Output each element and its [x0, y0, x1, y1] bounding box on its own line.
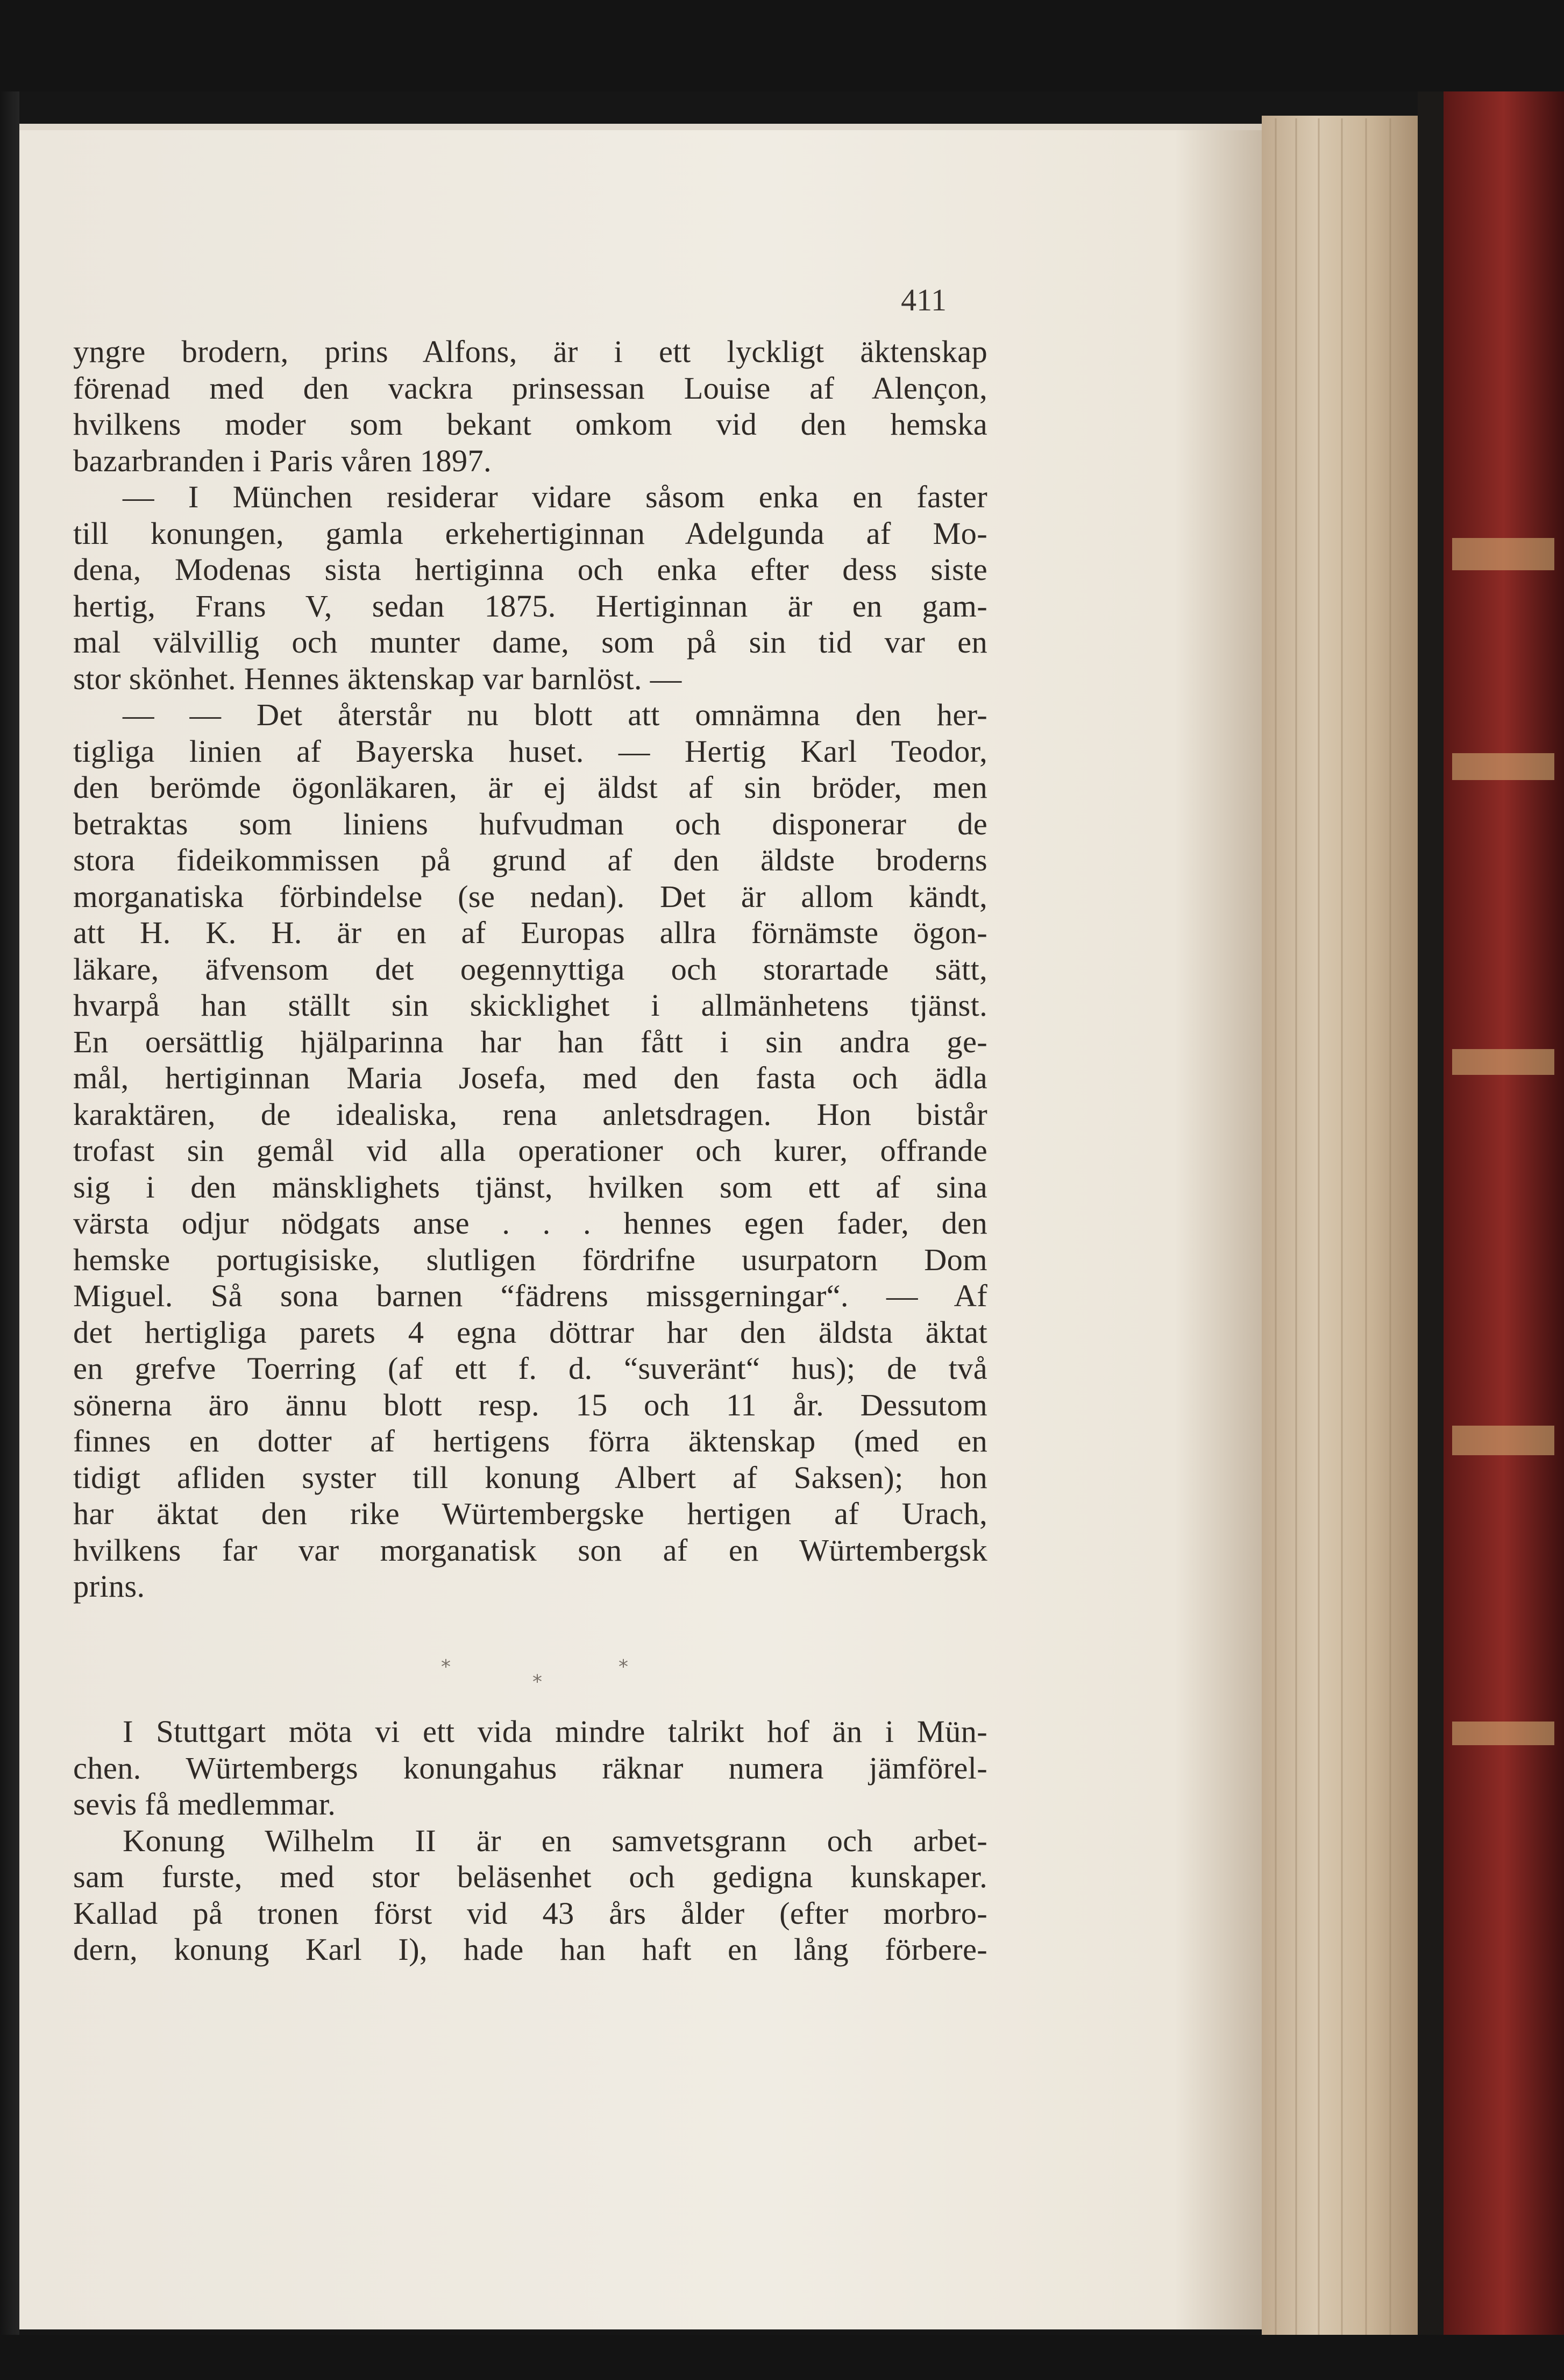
separator-asterisk-3: *	[619, 1656, 628, 1678]
text-line: tidigt afliden syster till konung Albert af Saksen); hon	[73, 1460, 987, 1495]
text-line: hvarpå han ställt sin skicklighet i allmänhetens tjänst.	[73, 988, 987, 1023]
text-line: hertig, Frans V, sedan 1875. Hertiginnan är en gam-	[73, 588, 987, 624]
body-text	[73, 334, 987, 1968]
text-line: det hertigliga parets 4 egna döttrar har den äldsta äktat	[73, 1314, 987, 1350]
text-line: sig i den mänsklighets tjänst, hvilken som ett af sina	[73, 1169, 987, 1205]
text-line: bazarbranden i Paris våren 1897.	[73, 443, 492, 478]
text-line: hemske portugisiske, slutligen fördrifne usurpatorn Dom	[73, 1242, 987, 1277]
text-line	[73, 1641, 987, 1677]
text-line: finnes en dotter af hertigens förra äktenskap (med en	[73, 1423, 987, 1458]
text-line: stora fideikommissen på grund af den äldste broderns	[73, 842, 987, 877]
text-line: chen. Würtembergs konungahus räknar numera jämförel-	[73, 1750, 987, 1786]
text-line: dena, Modenas sista hertiginna och enka efter dess siste	[73, 552, 987, 587]
text-line: trofast sin gemål vid alla operationer och kurer, offrande	[73, 1133, 987, 1168]
text-line: Konung Wilhelm II är en samvetsgrann och arbet-	[123, 1823, 987, 1858]
text-line: mål, hertiginnan Maria Josefa, med den fasta och ädla	[73, 1060, 987, 1095]
text-line: stor skönhet. Hennes äktenskap var barnlöst. —	[73, 661, 682, 696]
separator-asterisk-2: *	[532, 1671, 542, 1693]
text-line: läkare, äfvensom det oegennyttiga och storartade sätt,	[73, 951, 987, 987]
text-line: till konungen, gamla erkehertiginnan Adelgunda af Mo-	[73, 515, 987, 551]
text-line	[73, 1605, 987, 1641]
separator-asterisk-1: *	[441, 1656, 451, 1678]
text-line: Miguel. Så sona barnen “fädrens missgerningar“. — Af	[73, 1278, 987, 1313]
text-line: förenad med den vackra prinsessan Louise af Alençon,	[73, 370, 987, 406]
text-line: värsta odjur nödgats anse . . . hennes egen fader, den	[73, 1206, 987, 1241]
text-line: sevis få medlemmar.	[73, 1787, 336, 1822]
text-line: den berömde ögonläkaren, är ej äldst af sin bröder, men	[73, 770, 987, 805]
text-line: att H. K. H. är en af Europas allra förnämste ögon-	[73, 915, 987, 950]
text-line: En oersättlig hjälparinna har han fått i sin andra ge-	[73, 1024, 987, 1059]
text-line: — — Det återstår nu blott att omnämna den her-	[123, 697, 987, 732]
text-line: har äktat den rike Würtembergske hertigen af Urach,	[73, 1496, 987, 1531]
text-line	[73, 1677, 987, 1714]
text-line: tigliga linien af Bayerska huset. — Hertig Karl Teodor,	[73, 733, 987, 769]
text-line: I Stuttgart möta vi ett vida mindre talrikt hof än i Mün-	[123, 1714, 987, 1749]
text-line: betraktas som liniens hufvudman och disponerar de	[73, 806, 987, 841]
text-line: sönerna äro ännu blott resp. 15 och 11 år. Dessutom	[73, 1387, 987, 1422]
text-line: hvilkens moder som bekant omkom vid den hemska	[73, 407, 987, 442]
text-line: en grefve Toerring (af ett f. d. “suveränt“ hus); de två	[73, 1351, 987, 1386]
text-line: yngre brodern, prins Alfons, är i ett lyckligt äktenskap	[73, 334, 987, 369]
text-line: karaktären, de idealiska, rena anletsdragen. Hon bistår	[73, 1096, 987, 1132]
text-line: morganatiska förbindelse (se nedan). Det är allom kändt,	[73, 879, 987, 914]
text-line: prins.	[73, 1569, 145, 1604]
text-line: dern, konung Karl I), hade han haft en lång förbere-	[73, 1932, 987, 1967]
text-line: mal välvillig och munter dame, som på sin tid var en	[73, 625, 987, 660]
text-line: — I München residerar vidare såsom enka en faster	[123, 479, 987, 514]
page-number: 411	[901, 282, 947, 317]
text-line: Kallad på tronen först vid 43 års ålder (efter morbro-	[73, 1895, 987, 1931]
text-line: hvilkens far var morganatisk son af en Würtembergsk	[73, 1532, 987, 1568]
text-line: sam furste, med stor beläsenhet och gedigna kunskaper.	[73, 1859, 987, 1894]
